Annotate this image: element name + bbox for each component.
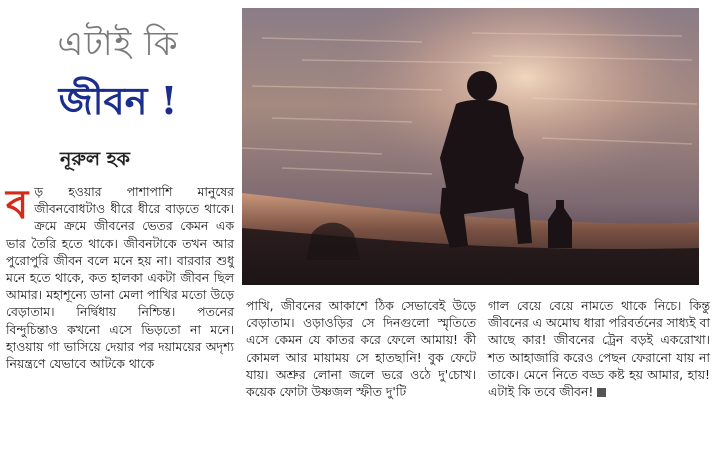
article-column-1 bbox=[6, 183, 234, 372]
author-byline: নূরুল হক bbox=[60, 148, 130, 170]
column-3-text: গাল বেয়ে বেয়ে নামতে থাকে নিচে। কিন্তু জীবনের এ অমোঘ ধারা পরিবর্তনের সাধ্যই বা আছে কার! জীবনের ট্রেন বড়ই একরোখা। শত আহাজারি করেও পেছন ফেরানো যায় না তাকে। মেনে নিতে বড্ড কষ্ট হয় আমার, হায়! এটাই কি তবে জীবন! bbox=[488, 298, 710, 400]
headline-line-1: এটাই কি bbox=[57, 24, 179, 64]
end-mark-icon bbox=[597, 388, 606, 397]
column-1-text: ড় হওয়ার পাশাপাশি মানুষের জীবনবোধটাও ধীরে ধীরে বাড়তে থাকে। ক্রমে ক্রমে জীবনের ভেতর কেমন এক ভার তৈরি হতে থাকে। জীবনটাকে তখন আর পুরোপুরি জীবন বলে মনে হয় না। বারবার শুধু মনে হতে থাকে, কত হালকা একটা জীবন ছিল আমার। মহাশূন্যে ডানা মেলা পাখির মতো উড়ে বেড়াতাম। নির্দ্বিধায় নিশ্চিন্ত। পতনের বিন্দুচিন্তাও কখনো এসে ভিড়তো না মনে। হাওয়ায় গা ভাসিয়ে দেয়ার পর দয়াময়ের অদৃশ্য নিয়ন্ত্রণে যেভাবে আটকে থাকে bbox=[6, 184, 234, 372]
article-column-3 bbox=[488, 297, 710, 400]
dropcap: ব bbox=[6, 181, 29, 228]
headline-line-2: জীবন ! bbox=[58, 78, 178, 123]
article-column-2 bbox=[246, 297, 476, 400]
column-2-text: পাখি, জীবনের আকাশে ঠিক সেভাবেই উড়ে বেড়াতাম। ওড়াওড়ির সে দিনগুলো স্মৃতিতে এসে কেমন যে কাতর করে ফেলে আমায়! কী কোমল আর মায়াময় সে হাতছানি! বুক ফেটে যায়। অশ্রুর লোনা জলে ভরে ওঠে দু'চোখ। কয়েক ফোটা উষ্ণজল স্ফীত দু'টি bbox=[246, 298, 476, 400]
article-photo bbox=[242, 8, 699, 285]
